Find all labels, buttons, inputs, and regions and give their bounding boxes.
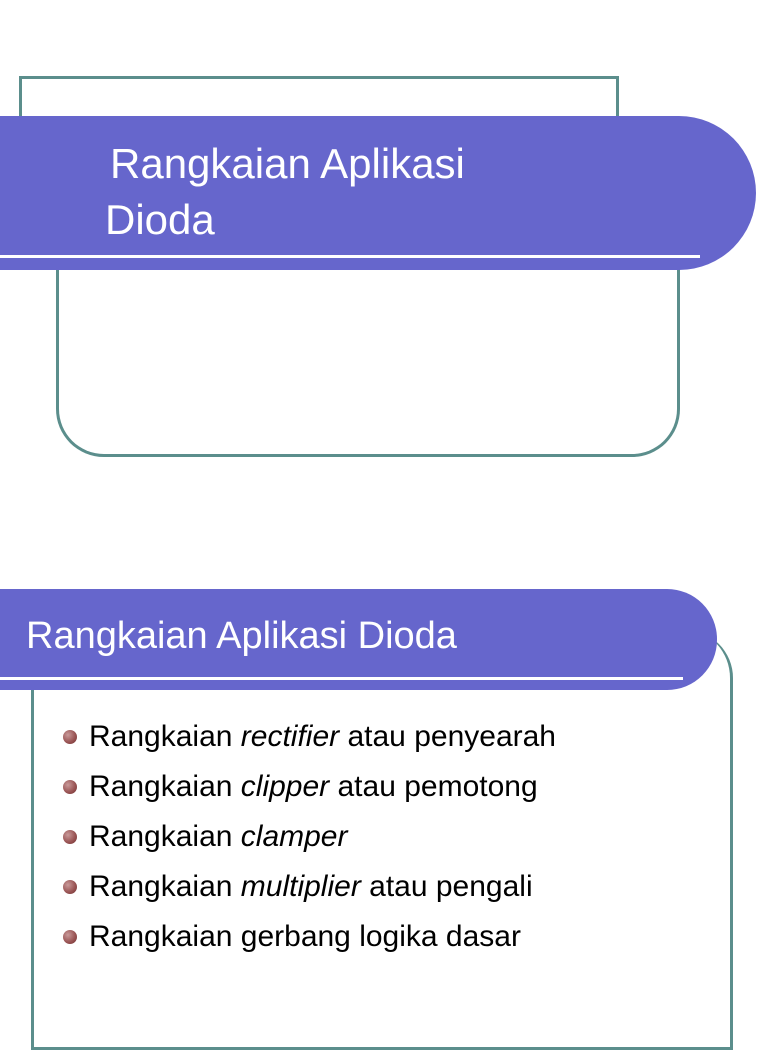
bullet-dot-icon [63, 930, 77, 944]
bullet-prefix: Rangkaian gerbang logika dasar [89, 920, 521, 953]
bullet-suffix: atau penyearah [339, 720, 556, 753]
bullet-item-clipper [60, 763, 556, 813]
bullet-item-rectifier [60, 713, 556, 763]
slide1-frame-bottom [56, 250, 680, 457]
bullet-prefix: Rangkaian [89, 870, 241, 903]
bullet-italic-term: multiplier [240, 870, 361, 903]
bullet-prefix: Rangkaian [89, 820, 241, 853]
bullet-suffix: atau pengali [360, 870, 533, 903]
bullet-italic-term: clipper [240, 770, 330, 803]
bullet-dot-icon [63, 730, 77, 744]
slide1-divider [0, 255, 700, 258]
bullet-suffix: atau pemotong [329, 770, 538, 803]
bullet-dot-icon [63, 880, 77, 894]
bullet-prefix: Rangkaian [89, 770, 241, 803]
slide2-divider [0, 677, 683, 680]
bullet-italic-term: clamper [240, 820, 348, 853]
bullet-dot-icon [63, 780, 77, 794]
slide1-title [105, 136, 665, 248]
bullet-item-clamper [60, 813, 556, 863]
bullet-item-logic-gate [60, 913, 556, 963]
bullet-list [60, 713, 556, 963]
slide2-title: Rangkaian Aplikasi Dioda [26, 615, 457, 657]
slide1-title-line1: Rangkaian Aplikasi [110, 140, 465, 187]
bullet-prefix: Rangkaian [89, 720, 241, 753]
slide1-title-line2: Dioda [105, 196, 215, 243]
bullet-dot-icon [63, 830, 77, 844]
bullet-italic-term: rectifier [240, 720, 340, 753]
bullet-item-multiplier [60, 863, 556, 913]
